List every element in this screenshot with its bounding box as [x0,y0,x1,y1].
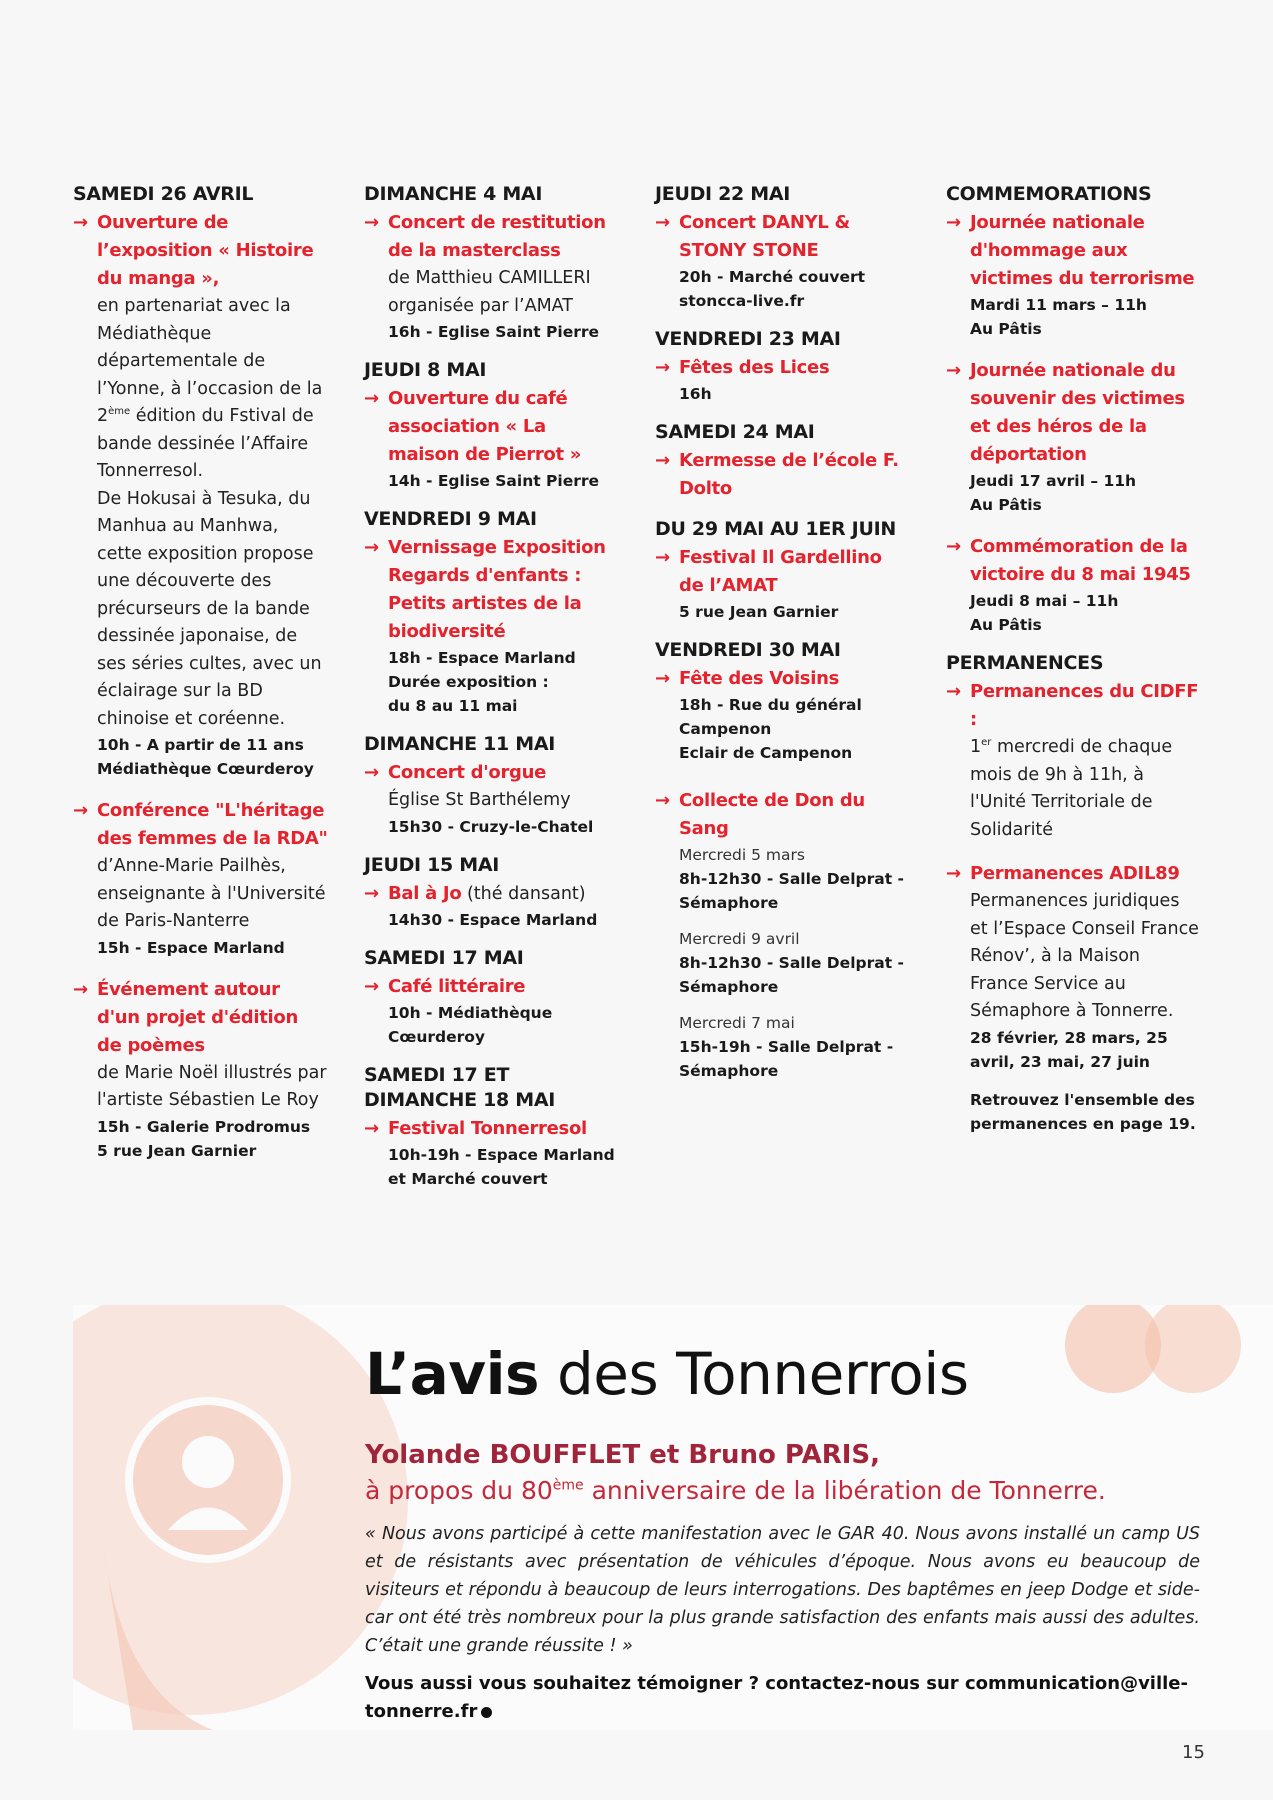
event-title: Ouverture du café association « La maison de Pierrot » [388,388,582,465]
arrow-right-icon: → [946,536,962,557]
arrow-right-icon: → [655,790,671,811]
event-info: Au Pâtis [970,616,1042,634]
event-item [364,385,619,493]
event-title-line [388,880,619,909]
bullet-dot-icon [481,1707,492,1718]
event-title: Concert DANYL & STONY STONE [679,212,850,261]
arrow-right-icon: → [364,762,380,783]
page-number: 15 [1182,1742,1205,1763]
event-description: de Matthieu CAMILLERI organisée par l’AMAT [388,268,591,316]
event-info: Jeudi 17 avril – 11h [970,472,1137,490]
event-title: Bal à Jo [388,882,462,904]
event-description: en partenariat avec la Médiathèque départementale de l’Yonne, à l’occasion de la 2ème édition du Fstival de bande dessinée l’Affaire Tonnerresol. [97,296,323,481]
arrow-right-icon: → [655,212,671,233]
section-heading: COMMEMORATIONS [946,183,1152,205]
cta-text: Vous aussi vous souhaitez témoigner ? contactez-nous sur communication@ville-tonnerre.fr [365,1673,1188,1722]
session-day: Mercredi 7 mai [679,1014,795,1032]
session-day: Mercredi 5 mars [679,846,805,864]
event-info: Eclair de Campenon [679,744,853,762]
agenda-column-1 [73,182,328,1163]
testimonial-quote: « Nous avons participé à cette manifestation avec le GAR 40. Nous avons installé un camp US et de résistants avec présentation de véhicules d’époque. Nous avons eu beaucoup de visiteurs et répondu à beaucoup de leurs interrogations. Des baptêmes en jeep Dodge et side-car ont été très nombreux pour la plus grande satisfaction des enfants mais aussi des adultes. C’était une grande réussite ! » [365,1524,1200,1656]
event-info: 14h - Eglise Saint Pierre [388,472,600,490]
testimonial-cta [365,1670,1273,1726]
event-title: Permanences du CIDFF : [970,681,1199,730]
event-info: du 8 au 11 mai [388,697,518,715]
event-info: Durée exposition : [388,673,549,691]
event-item [364,973,619,1049]
session-info: 8h-12h30 - Salle Delprat - Sémaphore [679,870,904,912]
event-title: Commémoration de la victoire du 8 mai 1945 [970,536,1191,585]
event-item [364,534,619,718]
arrow-right-icon: → [655,450,671,471]
event-note: Retrouvez l'ensemble des permanences en page 19. [970,1090,1196,1133]
event-info: 18h - Rue du général Campenon [679,696,862,738]
agenda-column-4 [946,182,1201,1136]
arrow-right-icon: → [655,668,671,689]
event-info: 14h30 - Espace Marland [388,911,598,929]
event-item [655,209,910,313]
event-item [946,533,1201,637]
event-item [946,678,1201,844]
event-info: Médiathèque Cœurderoy [97,760,314,778]
arrow-right-icon: → [655,357,671,378]
arrow-right-icon: → [946,681,962,702]
heading-bold: L’avis [365,1340,540,1408]
event-info: 15h - Galerie Prodromus [97,1117,311,1136]
subject-sup: ème [552,1477,584,1494]
event-item [655,447,910,503]
event-date: DU 29 MAI AU 1ER JUIN [655,518,896,540]
arrow-right-icon: → [364,212,380,233]
event-description: 1er mercredi de chaque mois de 9h à 11h, à l'Unité Territoriale de Solidarité [970,737,1173,840]
event-date: SAMEDI 17 MAI [364,947,524,969]
event-info: 15h - Espace Marland [97,938,285,957]
agenda-column-3 [655,182,910,1083]
event-item [655,787,910,1083]
event-item [655,354,910,406]
event-title: Concert de restitution de la masterclass [388,212,606,261]
arrow-right-icon: → [73,978,89,1000]
arrow-right-icon: → [946,863,962,884]
arrow-right-icon: → [364,882,380,904]
testimonial-authors: Yolande BOUFFLET et Bruno PARIS, [365,1440,881,1470]
event-title: Fête des Voisins [679,668,840,689]
event-item [946,860,1201,1136]
event-item [73,976,328,1163]
event-title: Journée nationale du souvenir des victimes et des héros de la déportation [970,360,1185,465]
event-title: Concert d'orgue [388,762,547,783]
event-title: Festival Tonnerresol [388,1118,587,1139]
arrow-right-icon: → [364,976,380,997]
arrow-right-icon: → [946,360,962,381]
event-info: Au Pâtis [970,320,1042,338]
subject-post: anniversaire de la libération de Tonnerre. [583,1476,1106,1505]
event-date: SAMEDI 24 MAI [655,421,815,443]
event-date: SAMEDI 26 AVRIL [73,183,254,205]
event-date: JEUDI 22 MAI [655,183,791,205]
event-title: Conférence "L'héritage des femmes de la RDA" [97,800,328,849]
event-date: JEUDI 15 MAI [364,853,500,876]
arrow-right-icon: → [364,537,380,558]
arrow-right-icon: → [655,547,671,568]
arrow-right-icon: → [73,212,89,233]
event-item [364,1115,619,1191]
event-info: Mardi 11 mars – 11h [970,296,1147,314]
event-info: Jeudi 8 mai – 11h [970,592,1119,610]
event-info: Cœurderoy [388,1028,486,1046]
arrow-right-icon: → [364,388,380,409]
event-title: Collecte de Don du Sang [679,790,865,839]
event-info: 10h - A partir de 11 ans [97,736,304,754]
event-title: Ouverture de l’exposition « Histoire du manga », [97,212,314,289]
event-info: stoncca-live.fr [679,292,805,310]
event-title: Journée nationale d'hommage aux victimes du terrorisme [970,212,1195,289]
event-description: Église St Barthélemy [388,790,571,810]
event-item [655,544,910,624]
event-item [73,797,328,960]
event-info: 15h30 - Cruzy-le-Chatel [388,817,594,836]
event-date: SAMEDI 17 ET DIMANCHE 18 MAI [364,1064,556,1111]
event-info: Au Pâtis [970,496,1042,514]
event-title: Vernissage Exposition Regards d'enfants : Petits artistes de la biodiversité [388,537,606,642]
event-date: JEUDI 8 MAI [364,359,487,381]
event-info: et Marché couvert [388,1170,548,1188]
event-info: 20h - Marché couvert [679,268,866,286]
event-description: d’Anne-Marie Pailhès, enseignante à l'Université de Paris-Nanterre [97,856,326,931]
event-info: 28 février, 28 mars, 25 avril, 23 mai, 27 juin [970,1028,1168,1071]
arrow-right-icon: → [946,212,962,233]
event-item [946,357,1201,517]
event-title: Kermesse de l’école F. Dolto [679,450,899,499]
event-item [73,209,328,781]
decor-quote-2 [1145,1305,1241,1393]
session-day: Mercredi 9 avril [679,930,800,948]
event-date: VENDREDI 9 MAI [364,508,537,530]
event-date: VENDREDI 23 MAI [655,328,841,350]
event-item [655,665,910,765]
event-item [946,209,1201,341]
event-description: Permanences juridiques et l’Espace Conseil France Rénov’, à la Maison France Service au Sémaphore à Tonnerre. [970,891,1199,1021]
event-info: 18h - Espace Marland [388,649,576,667]
event-info: 5 rue Jean Garnier [679,603,839,621]
event-title: Café littéraire [388,976,526,997]
arrow-right-icon: → [73,800,89,821]
event-info: 16h [679,385,712,403]
testimonial-heading [365,1340,969,1408]
event-item [364,209,619,344]
section-heading: PERMANENCES [946,652,1104,674]
heading-rest: des Tonnerrois [539,1340,969,1408]
event-date: VENDREDI 30 MAI [655,639,841,661]
avatar-head [182,1436,234,1488]
event-date: DIMANCHE 4 MAI [364,183,543,205]
event-date: DIMANCHE 11 MAI [364,733,556,755]
testimonial-subject [365,1474,1106,1508]
event-title: Fêtes des Lices [679,357,830,378]
event-description: de Marie Noël illustrés par l'artiste Sébastien Le Roy [97,1062,327,1110]
session-info: 15h-19h - Salle Delprat - Sémaphore [679,1038,894,1080]
agenda-column-2 [364,182,619,1191]
session-info: 8h-12h30 - Salle Delprat - Sémaphore [679,954,904,996]
event-info: 10h-19h - Espace Marland [388,1146,615,1164]
event-info: 16h - Eglise Saint Pierre [388,323,600,341]
event-title-suffix: (thé dansant) [461,883,586,904]
event-item [364,759,619,839]
event-item [364,880,619,933]
event-info: 10h - Médiathèque [388,1004,553,1022]
event-title: Festival Il Gardellino de l’AMAT [679,547,882,596]
arrow-right-icon: → [364,1118,380,1139]
event-description: De Hokusai à Tesuka, du Manhua au Manhwa, cette exposition propose une découverte des précurseurs de la bande dessinée japonaise, de ses séries cultes, avec un éclairage sur la BD chinoise et coréenne. [97,488,322,729]
subject-pre: à propos du 80 [365,1476,553,1505]
event-info: 5 rue Jean Garnier [97,1141,257,1160]
event-title: Permanences ADIL89 [970,863,1180,884]
event-title: Événement autour d'un projet d'édition de poèmes [97,978,298,1056]
